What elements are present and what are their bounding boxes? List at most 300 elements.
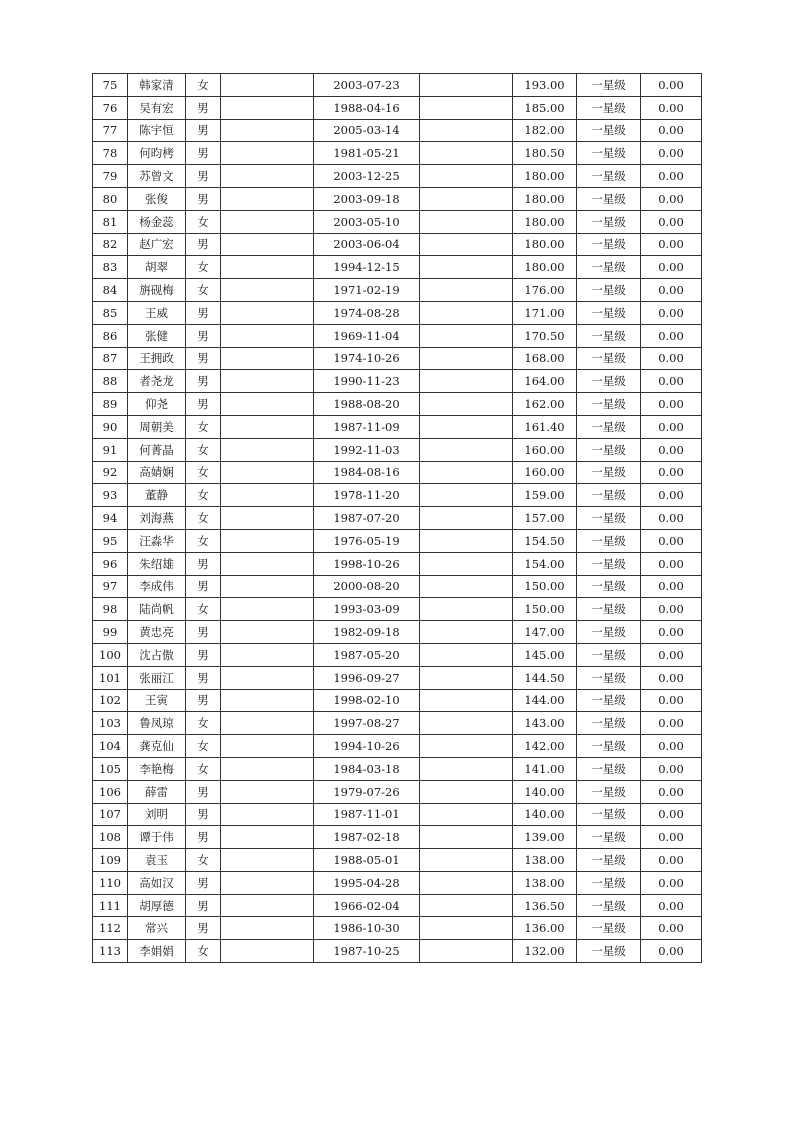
row-number: 105 [93,757,128,780]
empty-cell [221,119,314,142]
score: 157.00 [513,507,577,530]
empty-cell [221,803,314,826]
star-level: 一星级 [577,165,641,188]
score: 180.00 [513,233,577,256]
empty-cell [420,165,513,188]
score: 144.00 [513,689,577,712]
extra-value: 0.00 [641,370,702,393]
birth-date: 1987-11-01 [314,803,420,826]
empty-cell [221,461,314,484]
score: 141.00 [513,757,577,780]
star-level: 一星级 [577,324,641,347]
score: 154.50 [513,529,577,552]
athlete-name: 张丽江 [128,666,186,689]
empty-cell [420,826,513,849]
table-row [93,552,702,575]
table-row [93,575,702,598]
extra-value: 0.00 [641,917,702,940]
row-number: 103 [93,712,128,735]
star-level: 一星级 [577,780,641,803]
birth-date: 2000-08-20 [314,575,420,598]
table-row [93,666,702,689]
star-level: 一星级 [577,96,641,119]
gender: 女 [186,940,221,963]
athlete-name: 龚克仙 [128,735,186,758]
gender: 女 [186,712,221,735]
extra-value: 0.00 [641,712,702,735]
birth-date: 1987-05-20 [314,643,420,666]
extra-value: 0.00 [641,142,702,165]
birth-date: 2003-06-04 [314,233,420,256]
score: 147.00 [513,621,577,644]
empty-cell [221,165,314,188]
score: 139.00 [513,826,577,849]
row-number: 94 [93,507,128,530]
star-level: 一星级 [577,712,641,735]
table-row [93,74,702,97]
extra-value: 0.00 [641,575,702,598]
extra-value: 0.00 [641,689,702,712]
star-level: 一星级 [577,598,641,621]
birth-date: 1997-08-27 [314,712,420,735]
table-row [93,894,702,917]
table-row [93,757,702,780]
birth-date: 2005-03-14 [314,119,420,142]
table-row [93,119,702,142]
extra-value: 0.00 [641,438,702,461]
extra-value: 0.00 [641,940,702,963]
birth-date: 2003-07-23 [314,74,420,97]
empty-cell [221,438,314,461]
athlete-name: 李艳梅 [128,757,186,780]
empty-cell [420,393,513,416]
birth-date: 1971-02-19 [314,279,420,302]
empty-cell [221,575,314,598]
star-level: 一星级 [577,347,641,370]
score: 140.00 [513,780,577,803]
gender: 男 [186,803,221,826]
row-number: 97 [93,575,128,598]
extra-value: 0.00 [641,415,702,438]
table-row [93,415,702,438]
empty-cell [221,643,314,666]
birth-date: 1996-09-27 [314,666,420,689]
empty-cell [420,347,513,370]
score: 154.00 [513,552,577,575]
empty-cell [221,735,314,758]
extra-value: 0.00 [641,871,702,894]
athlete-name: 王威 [128,301,186,324]
extra-value: 0.00 [641,552,702,575]
empty-cell [221,529,314,552]
score: 144.50 [513,666,577,689]
empty-cell [221,484,314,507]
table-row [93,849,702,872]
athlete-name: 高婧娴 [128,461,186,484]
score: 159.00 [513,484,577,507]
table-row [93,689,702,712]
table-row [93,301,702,324]
row-number: 100 [93,643,128,666]
extra-value: 0.00 [641,461,702,484]
athlete-name: 谭于伟 [128,826,186,849]
gender: 男 [186,96,221,119]
score: 160.00 [513,438,577,461]
gender: 男 [186,552,221,575]
row-number: 111 [93,894,128,917]
birth-date: 2003-09-18 [314,187,420,210]
gender: 男 [186,187,221,210]
extra-value: 0.00 [641,165,702,188]
birth-date: 1984-08-16 [314,461,420,484]
extra-value: 0.00 [641,96,702,119]
star-level: 一星级 [577,689,641,712]
row-number: 95 [93,529,128,552]
score: 162.00 [513,393,577,416]
star-level: 一星级 [577,438,641,461]
empty-cell [221,940,314,963]
score: 180.00 [513,210,577,233]
row-number: 92 [93,461,128,484]
gender: 男 [186,780,221,803]
gender: 男 [186,324,221,347]
empty-cell [221,689,314,712]
star-level: 一星级 [577,871,641,894]
athlete-name: 陈宇恒 [128,119,186,142]
empty-cell [420,301,513,324]
athlete-name: 何菁晶 [128,438,186,461]
star-level: 一星级 [577,370,641,393]
score: 145.00 [513,643,577,666]
birth-date: 1982-09-18 [314,621,420,644]
athlete-name: 陆尚帆 [128,598,186,621]
table-row [93,256,702,279]
athlete-name: 苏曾文 [128,165,186,188]
birth-date: 1979-07-26 [314,780,420,803]
extra-value: 0.00 [641,643,702,666]
birth-date: 2003-12-25 [314,165,420,188]
star-level: 一星级 [577,507,641,530]
birth-date: 1987-07-20 [314,507,420,530]
gender: 男 [186,142,221,165]
extra-value: 0.00 [641,119,702,142]
score: 142.00 [513,735,577,758]
empty-cell [221,712,314,735]
birth-date: 1988-05-01 [314,849,420,872]
athlete-name: 李成伟 [128,575,186,598]
extra-value: 0.00 [641,735,702,758]
extra-value: 0.00 [641,780,702,803]
star-level: 一星级 [577,643,641,666]
empty-cell [221,621,314,644]
birth-date: 1988-08-20 [314,393,420,416]
birth-date: 1987-10-25 [314,940,420,963]
row-number: 93 [93,484,128,507]
empty-cell [420,894,513,917]
extra-value: 0.00 [641,74,702,97]
birth-date: 1969-11-04 [314,324,420,347]
extra-value: 0.00 [641,301,702,324]
table-row [93,826,702,849]
empty-cell [221,757,314,780]
star-level: 一星级 [577,142,641,165]
empty-cell [420,324,513,347]
row-number: 110 [93,871,128,894]
birth-date: 1984-03-18 [314,757,420,780]
gender: 女 [186,438,221,461]
empty-cell [221,826,314,849]
empty-cell [420,917,513,940]
empty-cell [221,210,314,233]
star-level: 一星级 [577,529,641,552]
empty-cell [420,210,513,233]
empty-cell [420,757,513,780]
score: 180.00 [513,187,577,210]
empty-cell [420,871,513,894]
star-level: 一星级 [577,894,641,917]
empty-cell [420,666,513,689]
birth-date: 1966-02-04 [314,894,420,917]
gender: 男 [186,119,221,142]
star-level: 一星级 [577,940,641,963]
table-row [93,871,702,894]
empty-cell [221,301,314,324]
star-level: 一星级 [577,621,641,644]
score: 132.00 [513,940,577,963]
row-number: 91 [93,438,128,461]
athlete-name: 胡厚德 [128,894,186,917]
birth-date: 1998-10-26 [314,552,420,575]
athlete-name: 王寅 [128,689,186,712]
empty-cell [420,119,513,142]
extra-value: 0.00 [641,256,702,279]
empty-cell [420,484,513,507]
gender: 女 [186,256,221,279]
birth-date: 1976-05-19 [314,529,420,552]
athlete-name: 韩家清 [128,74,186,97]
score: 180.50 [513,142,577,165]
empty-cell [221,849,314,872]
row-number: 87 [93,347,128,370]
birth-date: 1998-02-10 [314,689,420,712]
athlete-name: 何昀栲 [128,142,186,165]
table-row [93,370,702,393]
row-number: 80 [93,187,128,210]
row-number: 78 [93,142,128,165]
athlete-name: 刘明 [128,803,186,826]
gender: 女 [186,484,221,507]
athlete-name: 汪淼华 [128,529,186,552]
star-level: 一星级 [577,74,641,97]
row-number: 109 [93,849,128,872]
star-level: 一星级 [577,917,641,940]
birth-date: 1974-10-26 [314,347,420,370]
empty-cell [420,370,513,393]
star-level: 一星级 [577,826,641,849]
empty-cell [420,735,513,758]
empty-cell [420,74,513,97]
gender: 男 [186,643,221,666]
extra-value: 0.00 [641,598,702,621]
score: 136.50 [513,894,577,917]
gender: 男 [186,826,221,849]
star-level: 一星级 [577,484,641,507]
table-row [93,96,702,119]
table-row [93,279,702,302]
score: 182.00 [513,119,577,142]
table-row [93,780,702,803]
row-number: 112 [93,917,128,940]
score: 171.00 [513,301,577,324]
birth-date: 1993-03-09 [314,598,420,621]
extra-value: 0.00 [641,187,702,210]
row-number: 85 [93,301,128,324]
table-row [93,438,702,461]
table-row [93,187,702,210]
empty-cell [420,233,513,256]
athlete-name: 黄忠亮 [128,621,186,644]
empty-cell [221,666,314,689]
extra-value: 0.00 [641,233,702,256]
athlete-name: 者尧龙 [128,370,186,393]
gender: 女 [186,529,221,552]
score: 150.00 [513,575,577,598]
athlete-name: 杨金蕊 [128,210,186,233]
roster-body [93,74,702,963]
table-row [93,529,702,552]
score: 185.00 [513,96,577,119]
score: 176.00 [513,279,577,302]
gender: 男 [186,347,221,370]
gender: 男 [186,917,221,940]
birth-date: 1994-10-26 [314,735,420,758]
table-row [93,621,702,644]
star-level: 一星级 [577,256,641,279]
score: 136.00 [513,917,577,940]
score: 161.40 [513,415,577,438]
gender: 男 [186,393,221,416]
row-number: 99 [93,621,128,644]
extra-value: 0.00 [641,803,702,826]
empty-cell [221,393,314,416]
athlete-name: 赵广宏 [128,233,186,256]
empty-cell [221,279,314,302]
extra-value: 0.00 [641,393,702,416]
row-number: 82 [93,233,128,256]
athlete-name: 张健 [128,324,186,347]
extra-value: 0.00 [641,666,702,689]
row-number: 77 [93,119,128,142]
empty-cell [420,712,513,735]
empty-cell [420,96,513,119]
athlete-name: 高如汉 [128,871,186,894]
row-number: 76 [93,96,128,119]
birth-date: 2003-05-10 [314,210,420,233]
row-number: 83 [93,256,128,279]
extra-value: 0.00 [641,484,702,507]
score: 164.00 [513,370,577,393]
table-row [93,712,702,735]
star-level: 一星级 [577,210,641,233]
row-number: 88 [93,370,128,393]
gender: 女 [186,74,221,97]
star-level: 一星级 [577,461,641,484]
empty-cell [221,894,314,917]
gender: 女 [186,849,221,872]
table-row [93,917,702,940]
table-row [93,142,702,165]
athlete-name: 袁玉 [128,849,186,872]
score: 150.00 [513,598,577,621]
athlete-name: 薛雷 [128,780,186,803]
row-number: 84 [93,279,128,302]
table-row [93,461,702,484]
gender: 男 [186,301,221,324]
empty-cell [221,370,314,393]
table-row [93,233,702,256]
star-level: 一星级 [577,233,641,256]
athlete-name: 朱绍雄 [128,552,186,575]
athlete-name: 周朝美 [128,415,186,438]
extra-value: 0.00 [641,279,702,302]
athlete-name: 李娟娟 [128,940,186,963]
empty-cell [420,552,513,575]
star-level: 一星级 [577,757,641,780]
empty-cell [420,507,513,530]
gender: 女 [186,461,221,484]
empty-cell [420,803,513,826]
table-row [93,210,702,233]
empty-cell [420,256,513,279]
empty-cell [221,598,314,621]
athlete-name: 仰尧 [128,393,186,416]
birth-date: 1981-05-21 [314,142,420,165]
empty-cell [221,187,314,210]
score: 140.00 [513,803,577,826]
birth-date: 1992-11-03 [314,438,420,461]
row-number: 107 [93,803,128,826]
extra-value: 0.00 [641,894,702,917]
gender: 女 [186,598,221,621]
row-number: 81 [93,210,128,233]
table-row [93,735,702,758]
score: 170.50 [513,324,577,347]
gender: 女 [186,210,221,233]
empty-cell [221,142,314,165]
row-number: 90 [93,415,128,438]
gender: 男 [186,575,221,598]
empty-cell [420,575,513,598]
empty-cell [221,507,314,530]
empty-cell [420,415,513,438]
gender: 女 [186,415,221,438]
birth-date: 1995-04-28 [314,871,420,894]
empty-cell [420,142,513,165]
birth-date: 1987-11-09 [314,415,420,438]
star-level: 一星级 [577,415,641,438]
athlete-name: 常兴 [128,917,186,940]
athlete-name: 董静 [128,484,186,507]
star-level: 一星级 [577,279,641,302]
athlete-name: 胡翠 [128,256,186,279]
table-row [93,324,702,347]
gender: 女 [186,507,221,530]
empty-cell [420,940,513,963]
birth-date: 1986-10-30 [314,917,420,940]
score: 138.00 [513,871,577,894]
row-number: 101 [93,666,128,689]
empty-cell [420,598,513,621]
